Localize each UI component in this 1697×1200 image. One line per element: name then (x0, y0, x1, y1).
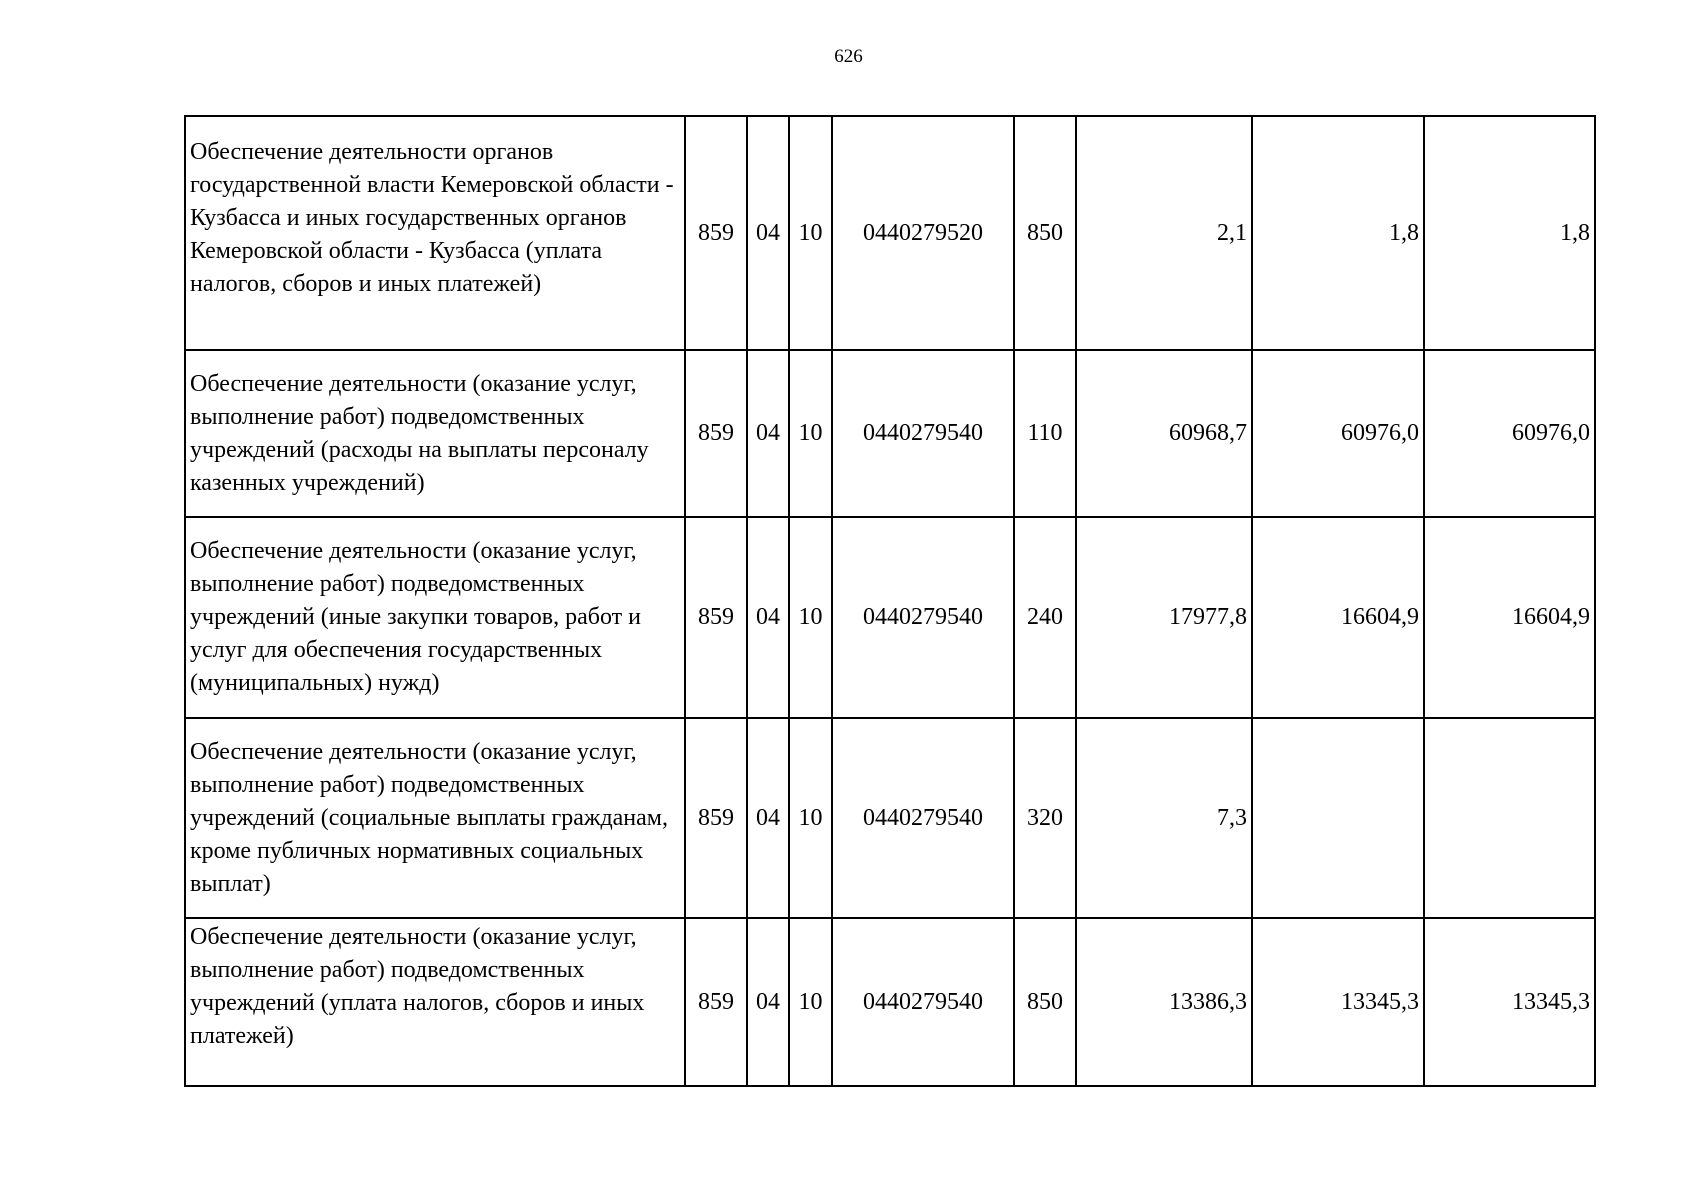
cell-target-article-code: 0440279540 (832, 350, 1014, 517)
table-row (185, 116, 1595, 350)
cell-amount-2: 13345,3 (1252, 918, 1424, 1086)
cell-expense-type-code: 850 (1014, 116, 1076, 350)
cell-amount-2: 1,8 (1252, 116, 1424, 350)
table-row (185, 918, 1595, 1086)
row-description: Обеспечение деятельности органов государственной власти Кемеровской области - Кузбасса и иных государственных органов Кемеровской области - Кузбасса (уплата налогов, сборов и иных платежей) (185, 116, 685, 350)
cell-expense-type-code: 320 (1014, 718, 1076, 918)
cell-amount-2: 16604,9 (1252, 517, 1424, 718)
cell-amount-2: 60976,0 (1252, 350, 1424, 517)
budget-table (184, 115, 1596, 1087)
table-row (185, 718, 1595, 918)
table-row (185, 517, 1595, 718)
cell-amount-1: 7,3 (1076, 718, 1252, 918)
cell-amount-1: 17977,8 (1076, 517, 1252, 718)
cell-section-code: 04 (747, 116, 789, 350)
cell-section-code: 04 (747, 718, 789, 918)
cell-grbs-code: 859 (685, 350, 747, 517)
row-description: Обеспечение деятельности (оказание услуг, выполнение работ) подведомственных учреждений (социальные выплаты гражданам, кроме публичных нормативных социальных выплат) (185, 718, 685, 918)
table-row (185, 350, 1595, 517)
cell-section-code: 04 (747, 517, 789, 718)
cell-subsection-code: 10 (789, 517, 832, 718)
page-number: 626 (834, 46, 863, 67)
cell-grbs-code: 859 (685, 116, 747, 350)
cell-subsection-code: 10 (789, 918, 832, 1086)
cell-subsection-code: 10 (789, 116, 832, 350)
cell-section-code: 04 (747, 918, 789, 1086)
cell-amount-2 (1252, 718, 1424, 918)
cell-target-article-code: 0440279520 (832, 116, 1014, 350)
cell-section-code: 04 (747, 350, 789, 517)
cell-target-article-code: 0440279540 (832, 918, 1014, 1086)
cell-expense-type-code: 240 (1014, 517, 1076, 718)
cell-amount-1: 13386,3 (1076, 918, 1252, 1086)
cell-subsection-code: 10 (789, 350, 832, 517)
cell-amount-3: 13345,3 (1424, 918, 1595, 1086)
cell-grbs-code: 859 (685, 718, 747, 918)
cell-amount-1: 60968,7 (1076, 350, 1252, 517)
cell-grbs-code: 859 (685, 918, 747, 1086)
cell-amount-3: 16604,9 (1424, 517, 1595, 718)
cell-amount-3: 1,8 (1424, 116, 1595, 350)
cell-target-article-code: 0440279540 (832, 517, 1014, 718)
cell-expense-type-code: 110 (1014, 350, 1076, 517)
row-description: Обеспечение деятельности (оказание услуг, выполнение работ) подведомственных учреждений (расходы на выплаты персоналу казенных учреждений) (185, 350, 685, 517)
cell-amount-3 (1424, 718, 1595, 918)
cell-target-article-code: 0440279540 (832, 718, 1014, 918)
cell-expense-type-code: 850 (1014, 918, 1076, 1086)
row-description: Обеспечение деятельности (оказание услуг, выполнение работ) подведомственных учреждений (уплата налогов, сборов и иных платежей) (185, 918, 685, 1086)
cell-amount-3: 60976,0 (1424, 350, 1595, 517)
cell-subsection-code: 10 (789, 718, 832, 918)
cell-grbs-code: 859 (685, 517, 747, 718)
cell-amount-1: 2,1 (1076, 116, 1252, 350)
row-description: Обеспечение деятельности (оказание услуг, выполнение работ) подведомственных учреждений (иные закупки товаров, работ и услуг для обеспечения государственных (муниципальных) нужд) (185, 517, 685, 718)
